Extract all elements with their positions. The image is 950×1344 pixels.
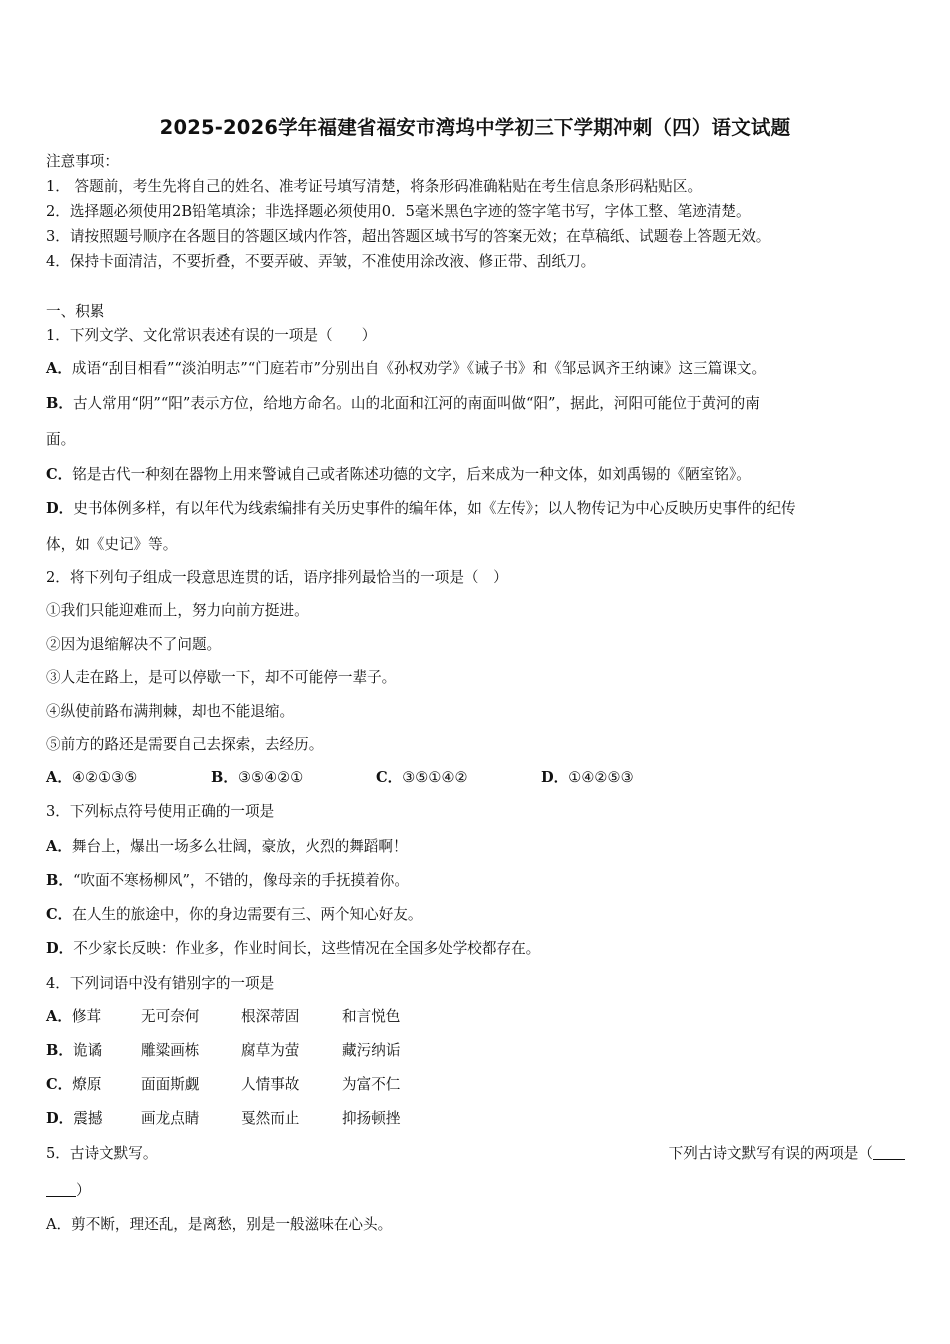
q2-sentence-2: ②因为退缩解决不了问题。 — [46, 636, 222, 653]
option-text: “吹面不寒杨柳风”，不错的，像母亲的手抚摸着你。 — [72, 872, 409, 889]
word: 修茸 — [71, 1008, 102, 1025]
question-5-stem — [46, 1144, 157, 1164]
q1-option-a — [46, 359, 766, 379]
option-text: 铭是古代一种刻在器物上用来警诫自己或者陈述功德的文字，后来成为一种文体，如刘禹锡的《陋室铭》。 — [72, 466, 751, 483]
question-number: 2． — [46, 569, 70, 586]
q2-sentence-1: ①我们只能迎难而上，努力向前方挺进。 — [46, 602, 309, 619]
q3-option-d — [46, 939, 540, 959]
word: 腐草为萤 — [241, 1042, 300, 1059]
answer-blank[interactable] — [873, 1145, 905, 1160]
q2-sentence-4: ④纵使前路布满荆棘，却也不能退缩。 — [46, 703, 295, 720]
option-label: A． — [46, 360, 72, 377]
q1-option-b — [46, 394, 760, 414]
word: 抑扬顿挫 — [342, 1110, 401, 1127]
option-text: ③⑤①④② — [402, 769, 468, 786]
option-label: B． — [46, 1042, 73, 1059]
option-text: ③⑤④②① — [237, 769, 304, 786]
option-label: A． — [46, 769, 72, 786]
option-text: 古人常用“阴”“阳”表示方位，给地方命名。山的北面和江河的南面叫做“阳”，据此，河阳可能位于黄河的南 — [72, 395, 760, 412]
q4-option-b — [46, 1041, 400, 1061]
q1-option-c — [46, 465, 751, 485]
word: 燎原 — [72, 1076, 102, 1093]
closing-paren: ） — [76, 1182, 91, 1199]
notice-item-1: 1． 答题前，考生先将自己的姓名、准考证号填写清楚，将条形码准确粘贴在考生信息条形码粘贴区。 — [46, 178, 703, 195]
word: 和言悦色 — [342, 1008, 401, 1025]
option-label: C． — [46, 466, 73, 483]
option-label: A． — [46, 838, 72, 855]
option-first-word — [46, 1041, 141, 1061]
word: 震撼 — [73, 1110, 103, 1127]
word: 为富不仁 — [342, 1076, 401, 1093]
word: 诡谲 — [72, 1042, 103, 1059]
question-number: 4． — [46, 975, 70, 992]
q4-option-d — [46, 1109, 400, 1129]
notice-item-4: 4．保持卡面清洁，不要折叠，不要弄破、弄皱，不准使用涂改液、修正带、刮纸刀。 — [46, 253, 596, 270]
page-title: 2025-2026学年福建省福安市湾坞中学初三下学期冲刺（四）语文试题 — [159, 116, 791, 139]
q5-subquestion-continued — [46, 1181, 91, 1201]
question-1-stem — [46, 326, 376, 346]
subquestion-text: 下列古诗文默写有误的两项是（ — [668, 1145, 873, 1162]
option-label: D． — [541, 769, 569, 786]
section-heading: 一、积累 — [46, 303, 105, 320]
option-first-word — [46, 1007, 141, 1027]
q5-option-a: A．剪不断，理还乱，是离愁，别是一般滋味在心头。 — [46, 1216, 393, 1233]
notice-item-3: 3．请按照题号顺序在各题目的答题区域内作答，超出答题区域书写的答案无效；在草稿纸、试题卷上答题无效。 — [46, 228, 771, 245]
option-label: D． — [46, 940, 74, 957]
option-label: C． — [46, 1076, 73, 1093]
option-first-word — [46, 1075, 141, 1095]
question-text: 古诗文默写。 — [69, 1145, 158, 1162]
question-text: 将下列句子组成一段意思连贯的话，语序排列最恰当的一项是（ ） — [69, 569, 508, 586]
option-text: ①④②⑤③ — [568, 769, 634, 786]
option-first-word — [46, 1109, 141, 1129]
q2-option-a — [46, 768, 211, 788]
option-label: C． — [46, 906, 73, 923]
q2-option-b — [211, 768, 376, 788]
q1-option-b-continued: 面。 — [46, 431, 76, 448]
word: 人情事故 — [241, 1076, 300, 1093]
word: 无可奈何 — [141, 1008, 200, 1025]
question-4-stem — [46, 974, 274, 994]
answer-blank[interactable] — [46, 1182, 76, 1197]
q4-option-a — [46, 1007, 400, 1027]
option-label: D． — [46, 500, 74, 517]
question-2-stem — [46, 568, 508, 588]
q2-option-c — [376, 768, 541, 788]
q3-option-c — [46, 905, 422, 925]
option-text: 在人生的旅途中，你的身边需要有三、两个知心好友。 — [72, 906, 423, 923]
q2-sentence-5: ⑤前方的路还是需要自己去探索，去经历。 — [46, 736, 324, 753]
option-label: B． — [46, 872, 73, 889]
word: 画龙点睛 — [141, 1110, 200, 1127]
question-text: 下列标点符号使用正确的一项是 — [69, 803, 275, 820]
option-text: 史书体例多样，有以年代为线索编排有关历史事件的编年体，如《左传》；以人物传记为中心反映历史事件的纪传 — [73, 500, 796, 517]
question-3-stem — [46, 802, 274, 822]
option-label: B． — [211, 769, 238, 786]
word: 雕粱画栋 — [141, 1042, 200, 1059]
option-text: 舞台上，爆出一场多么壮阔，豪放，火烈的舞蹈啊！ — [71, 838, 408, 855]
word: 戛然而止 — [241, 1110, 300, 1127]
q3-option-b — [46, 871, 409, 891]
q5-subquestion — [669, 1144, 905, 1164]
word: 面面斯觑 — [141, 1076, 200, 1093]
word: 藏污纳诟 — [342, 1042, 401, 1059]
question-text: 下列词语中没有错别字的一项是 — [69, 975, 275, 992]
option-text: 不少家长反映：作业多，作业时间长，这些情况在全国多处学校都存在。 — [73, 940, 541, 957]
question-text: 下列文学、文化常识表述有误的一项是（ ） — [69, 327, 377, 344]
q4-option-c — [46, 1075, 400, 1095]
option-label: B． — [46, 395, 73, 412]
q2-options — [46, 768, 634, 788]
q2-sentence-3: ③人走在路上，是可以停歇一下，却不可能停一辈子。 — [46, 669, 397, 686]
word: 根深蒂固 — [241, 1008, 300, 1025]
q1-option-d-continued: 体，如《史记》等。 — [46, 536, 178, 553]
notice-heading: 注意事项： — [46, 153, 119, 170]
question-number: 5． — [46, 1145, 70, 1162]
option-label: A． — [46, 1008, 72, 1025]
question-number: 1． — [46, 327, 70, 344]
notice-item-2: 2．选择题必须使用2B铅笔填涂；非选择题必须使用0．5毫米黑色字迹的签字笔书写，字体工整、笔迹清楚。 — [46, 203, 751, 220]
option-text: ④②①③⑤ — [71, 769, 138, 786]
q2-option-d — [541, 768, 634, 788]
question-number: 3． — [46, 803, 70, 820]
q1-option-d — [46, 499, 796, 519]
option-label: D． — [46, 1110, 74, 1127]
option-text: 成语“刮目相看”“淡泊明志”“门庭若市”分别出自《孙权劝学》《诫子书》和《邹忌讽齐王纳谏》这三篇课文。 — [71, 360, 767, 377]
q3-option-a — [46, 837, 408, 857]
option-label: C． — [376, 769, 403, 786]
